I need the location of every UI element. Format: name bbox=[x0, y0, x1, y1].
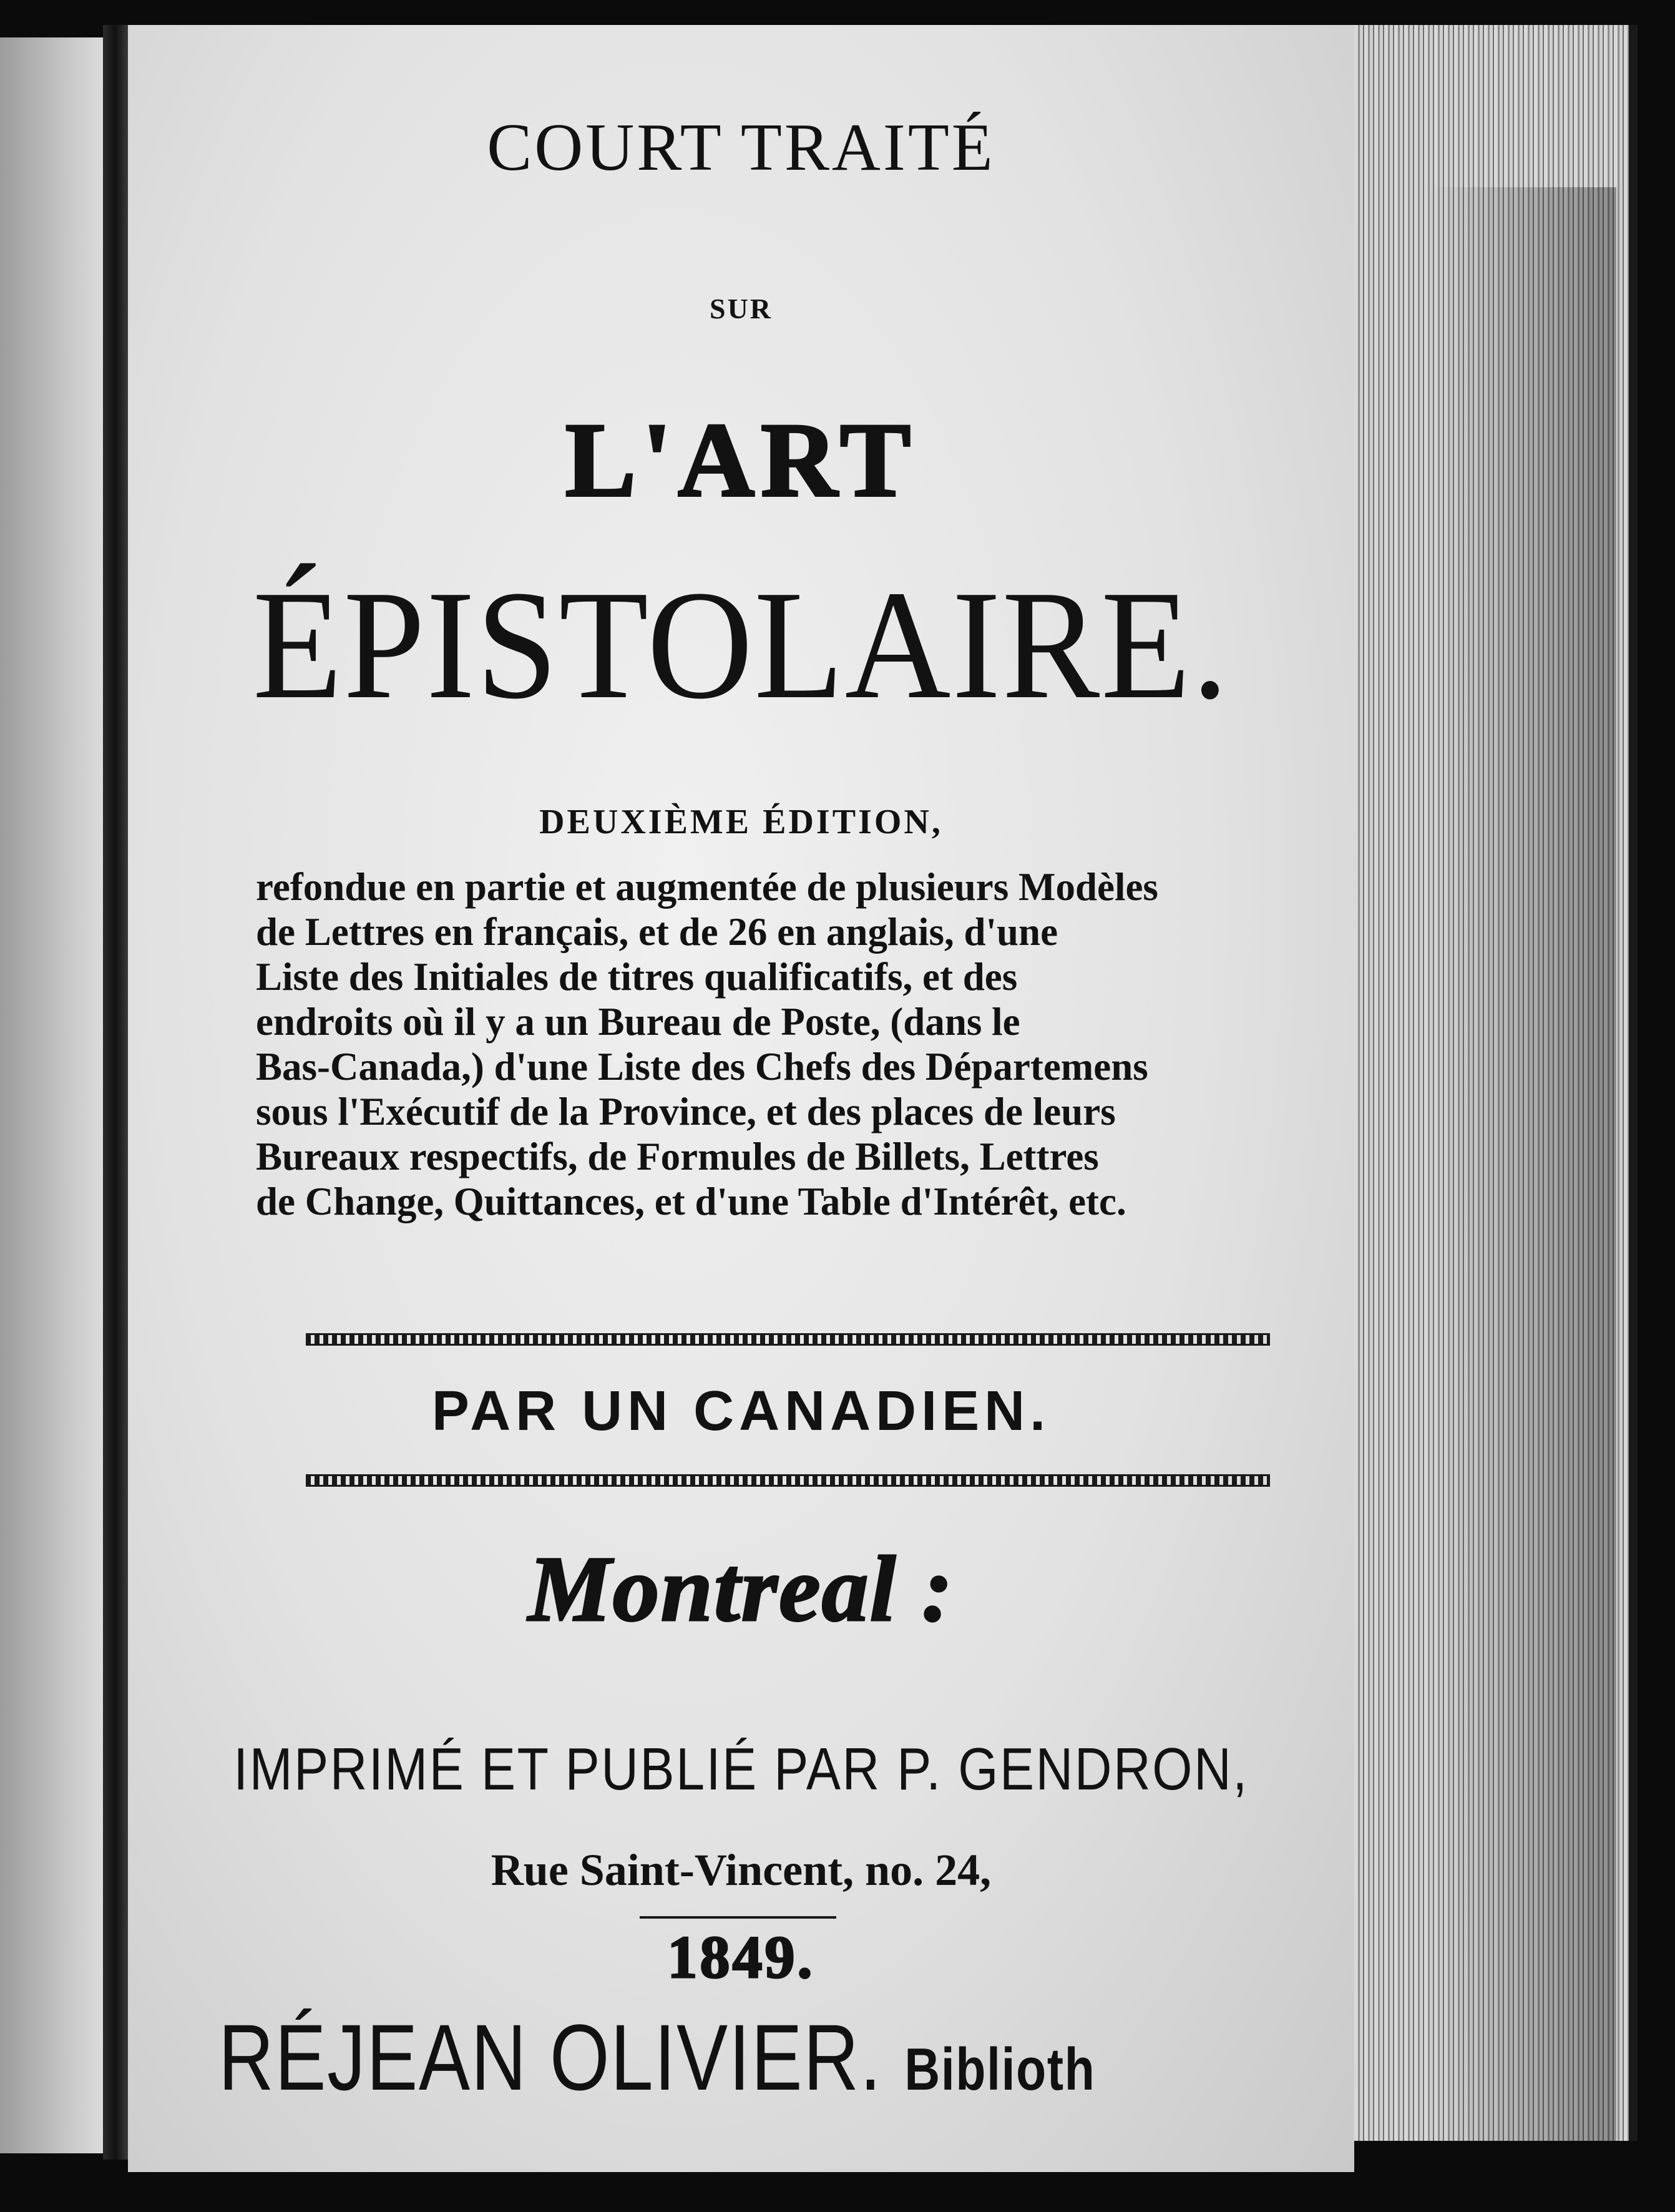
description-line: Bureaux respectifs, de Formules de Billets, Lettres bbox=[256, 1135, 1099, 1178]
year-rule bbox=[640, 1916, 836, 1919]
description-line: Bas-Canada,) d'une Liste des Chefs des Départemens bbox=[256, 1045, 1148, 1089]
title-line-1: COURT TRAITÉ bbox=[487, 110, 995, 185]
facing-page bbox=[0, 37, 119, 2153]
book-gutter bbox=[103, 25, 128, 2160]
description-line: refondue en partie et augmentée de plusieurs Modèles bbox=[256, 865, 1158, 909]
title-line-3: L'ART bbox=[565, 401, 917, 519]
page-edges-shadow bbox=[1429, 187, 1616, 2141]
title-line-2: SUR bbox=[709, 293, 773, 325]
ornamental-rule-bottom bbox=[306, 1474, 1270, 1487]
title-page bbox=[128, 25, 1354, 2172]
imprint-printer: IMPRIMÉ ET PUBLIÉ PAR P. GENDRON, bbox=[233, 1736, 1249, 1803]
edition-heading: DEUXIÈME ÉDITION, bbox=[539, 803, 943, 841]
description-line: de Change, Quittances, et d'une Table d'Intérêt, etc. bbox=[256, 1180, 1126, 1223]
description-line: sous l'Exécutif de la Province, et des places de leurs bbox=[256, 1090, 1116, 1133]
title-line-4: ÉPISTOLAIRE. bbox=[252, 559, 1230, 732]
imprint-address: Rue Saint-Vincent, no. 24, bbox=[491, 1845, 992, 1895]
imprint-year: 1849. bbox=[667, 1924, 815, 1990]
stamp-name: RÉJEAN OLIVIER. bbox=[218, 2005, 882, 2110]
edition-description bbox=[256, 864, 1442, 1224]
stamp-suffix: Biblioth bbox=[904, 2036, 1096, 2103]
author-line: PAR UN CANADIEN. bbox=[431, 1380, 1051, 1442]
description-line: Liste des Initiales de titres qualificatifs, et des bbox=[256, 955, 1018, 999]
description-line: de Lettres en français, et de 26 en anglais, d'une bbox=[256, 910, 1058, 954]
library-stamp bbox=[218, 2004, 1095, 2112]
imprint-city: Montreal : bbox=[528, 1537, 954, 1641]
ornamental-rule-top bbox=[306, 1333, 1270, 1346]
description-line: endroits où il y a un Bureau de Poste, (dans le bbox=[256, 1000, 1020, 1044]
